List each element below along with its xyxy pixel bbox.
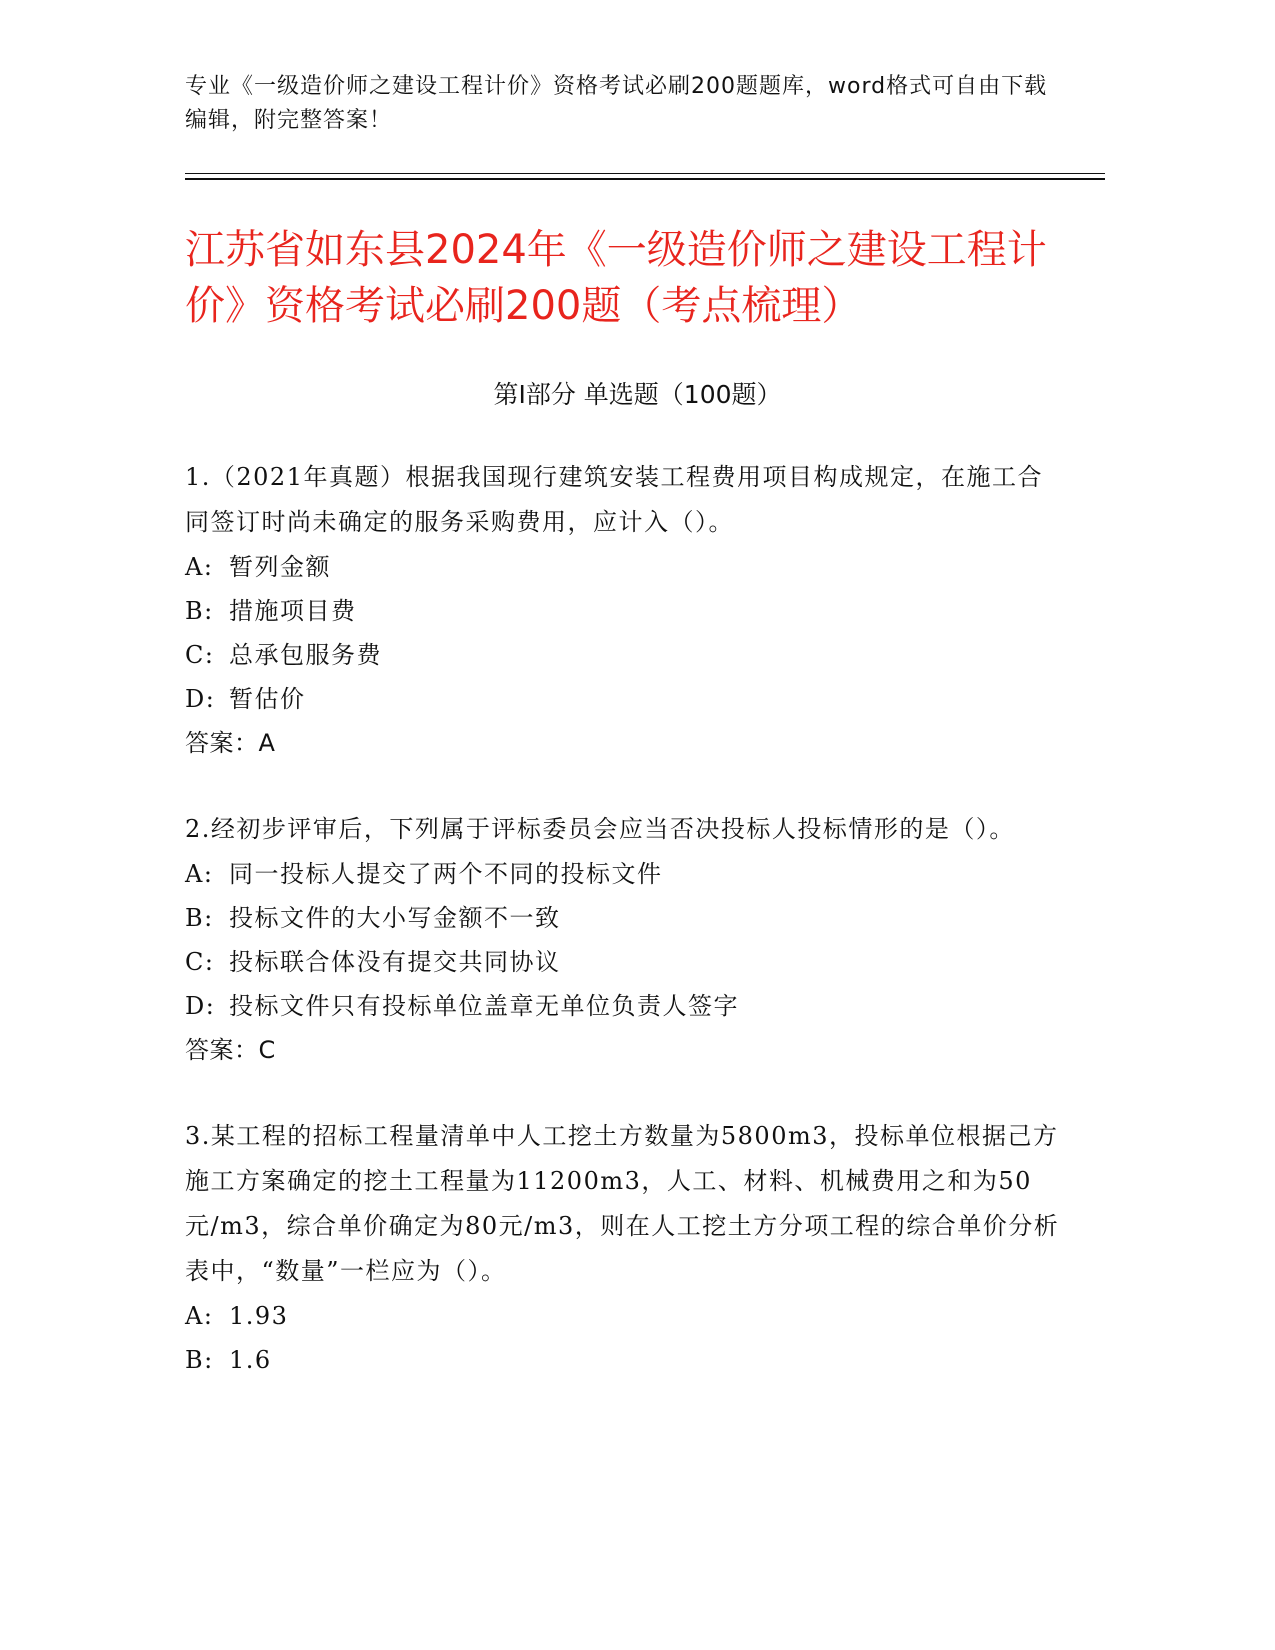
option-text: 投标联合体没有提交共同协议 [229, 948, 561, 976]
answer-line: 答案：C [185, 1036, 276, 1064]
option-c [185, 940, 1065, 984]
option-key: B: [185, 1346, 214, 1374]
option-text: 1.6 [229, 1346, 272, 1374]
question-stem: 2.经初步评审后，下列属于评标委员会应当否决投标人投标情形的是（）。 [185, 815, 1015, 843]
option-text: 总承包服务费 [229, 641, 382, 669]
question-3 [185, 1114, 1065, 1382]
option-key: A: [185, 553, 214, 581]
option-a [185, 1294, 1065, 1338]
option-c [185, 633, 1065, 677]
option-key: D: [185, 685, 216, 713]
option-key: B: [185, 597, 214, 625]
option-key: D: [185, 992, 216, 1020]
option-b [185, 589, 1065, 633]
option-d [185, 984, 1065, 1028]
option-a [185, 545, 1065, 589]
answer-line: 答案：A [185, 729, 276, 757]
option-b [185, 1338, 1065, 1382]
option-key: A: [185, 1302, 214, 1330]
option-text: 投标文件只有投标单位盖章无单位负责人签字 [229, 992, 739, 1020]
header-rule-thick [185, 178, 1105, 180]
option-key: A: [185, 860, 214, 888]
document-title: 江苏省如东县2024年《一级造价师之建设工程计价》资格考试必刷200题（考点梳理） [185, 227, 1047, 329]
question-list [185, 455, 1065, 1424]
option-a [185, 852, 1065, 896]
page-header-text: 专业《一级造价师之建设工程计价》资格考试必刷200题题库，word格式可自由下载编辑，附完整答案！ [185, 74, 1048, 133]
option-text: 暂估价 [229, 685, 306, 713]
option-text: 1.93 [229, 1302, 289, 1330]
question-2 [185, 807, 1065, 1072]
question-1 [185, 455, 1065, 765]
header-rule-thin [185, 173, 1105, 174]
option-key: C: [185, 948, 215, 976]
option-b [185, 896, 1065, 940]
option-text: 措施项目费 [229, 597, 357, 625]
option-d [185, 677, 1065, 721]
option-key: B: [185, 904, 214, 932]
option-key: C: [185, 641, 215, 669]
section-title: 第I部分 单选题（100题） [493, 380, 782, 409]
question-stem: 3.某工程的招标工程量清单中人工挖土方数量为5800m3，投标单位根据己方施工方案确定的挖土工程量为11200m3，人工、材料、机械费用之和为50元/m3，综合单价确定为80元/m3，则在人工挖土方分项工程的综合单价分析表中，“数量”一栏应为（）。 [185, 1122, 1060, 1285]
option-text: 暂列金额 [229, 553, 331, 581]
option-text: 投标文件的大小写金额不一致 [229, 904, 561, 932]
question-stem: 1.（2021年真题）根据我国现行建筑安装工程费用项目构成规定，在施工合同签订时尚未确定的服务采购费用，应计入（）。 [185, 463, 1043, 536]
option-text: 同一投标人提交了两个不同的投标文件 [229, 860, 663, 888]
